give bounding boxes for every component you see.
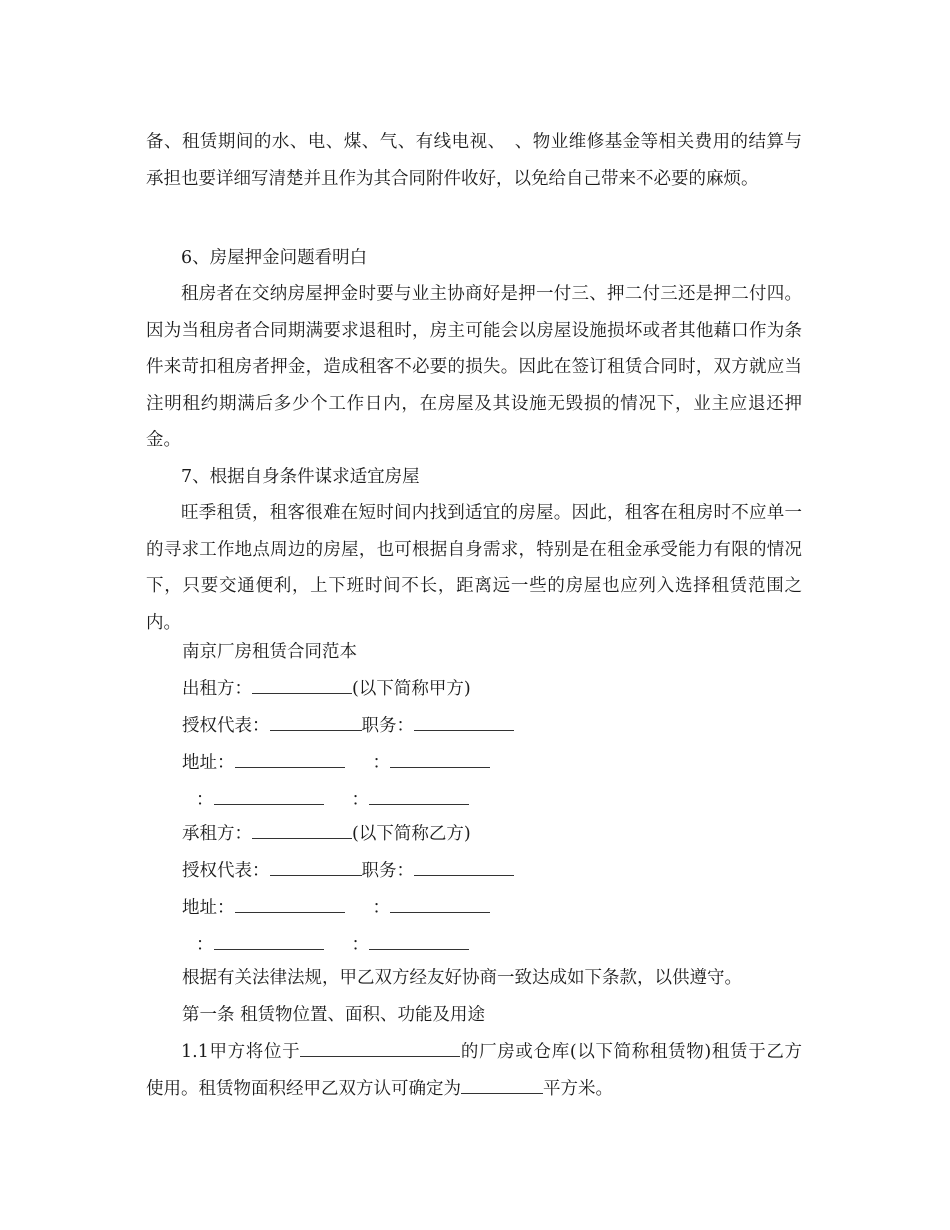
lessor-contact-blank-b <box>369 788 469 805</box>
lessee-address-line <box>182 896 490 920</box>
lessor-address-blank <box>235 751 345 768</box>
paragraph-utilities: 备、租赁期间的水、电、煤、气、有线电视、 、物业维修基金等相关费用的结算与承担也要详细写清楚并且作为其合同附件收好，以免给自己带来不必要的麻烦。 <box>146 132 802 189</box>
lessee-contact-blank-b <box>369 933 469 950</box>
paragraph-deposit: 租房者在交纳房屋押金时要与业主协商好是押一付三、押二付三还是押二付四。因为当租房者合同期满要求退租时，房主可能会以房屋设施损坏或者其他藉口作为条件来苛扣租房者押金，造成租客不必要的损失。因此在签订租赁合同时，双方就应当注明租约期满后多少个工作日内，在房屋及其设施无毁损的情况下，业主应退还押金。 <box>146 284 802 450</box>
lessor-colon: ： <box>372 753 390 773</box>
lessee-colon-b: ： <box>351 935 369 955</box>
lessee-address-blank <box>235 896 345 913</box>
lessor-contact-blank-a <box>214 788 324 805</box>
lessor-suffix: (以下简称甲方) <box>352 679 471 699</box>
clause-1-1 <box>146 1034 802 1107</box>
lessor-colon-b: ： <box>351 790 369 810</box>
clause-1-1-location-blank <box>300 1040 460 1057</box>
lessee-line <box>182 822 471 846</box>
lessee-extra-blank <box>390 896 490 913</box>
lessee-colon: ： <box>372 898 390 918</box>
heading-deposit: 6、房屋押金问题看明白 <box>181 248 368 268</box>
lessor-label: 出租方： <box>182 679 252 699</box>
heading-suitable-house: 7、根据自身条件谋求适宜房屋 <box>181 467 420 487</box>
lessor-address-label: 地址： <box>182 753 235 773</box>
lessee-label: 承租方： <box>182 824 252 844</box>
lessor-line <box>182 677 471 701</box>
lessee-position-label: 职务： <box>361 861 414 881</box>
article-1-title: 第一条 租赁物位置、面积、功能及用途 <box>182 1005 486 1025</box>
agreement-statement: 根据有关法律法规，甲乙双方经友好协商一致达成如下条款，以供遵守。 <box>182 968 742 988</box>
contract-title: 南京厂房租赁合同范本 <box>182 642 357 662</box>
lessor-address-line <box>182 751 490 775</box>
lessee-name-blank <box>252 822 352 839</box>
lessee-suffix: (以下简称乙方) <box>352 824 471 844</box>
clause-1-1-middle: 的厂房或仓库(以下简称租赁物)租赁于乙方使用。租赁物面积经甲乙双方认可确定为 <box>146 1042 802 1099</box>
clause-1-1-area-blank <box>461 1077 543 1094</box>
lessor-rep-line <box>182 714 514 738</box>
clause-1-1-prefix: 1.1甲方将位于 <box>181 1042 301 1062</box>
lessee-address-label: 地址： <box>182 898 235 918</box>
lessor-position-label: 职务： <box>361 716 414 736</box>
lessee-contact-blank-a <box>214 933 324 950</box>
lessor-colon-a: ： <box>196 790 214 810</box>
lessee-rep-blank <box>270 859 362 876</box>
lessor-rep-label: 授权代表： <box>182 716 270 736</box>
lessor-contact-line <box>196 788 469 812</box>
lessor-rep-blank <box>270 714 362 731</box>
lessee-rep-line <box>182 859 514 883</box>
clause-1-1-suffix: 平方米。 <box>543 1078 613 1099</box>
lessee-colon-a: ： <box>196 935 214 955</box>
lessor-name-blank <box>252 677 352 694</box>
paragraph-suitable-house: 旺季租赁，租客很难在短时间内找到适宜的房屋。因此，租客在租房时不应单一的寻求工作地点周边的房屋，也可根据自身需求，特别是在租金承受能力有限的情况下，只要交通便利，上下班时间不长，距离远一些的房屋也应列入选择租赁范围之内。 <box>146 503 802 633</box>
lessee-rep-label: 授权代表： <box>182 861 270 881</box>
lessor-position-blank <box>414 714 514 731</box>
lessee-contact-line <box>196 933 469 957</box>
lessee-position-blank <box>414 859 514 876</box>
lessor-extra-blank <box>390 751 490 768</box>
